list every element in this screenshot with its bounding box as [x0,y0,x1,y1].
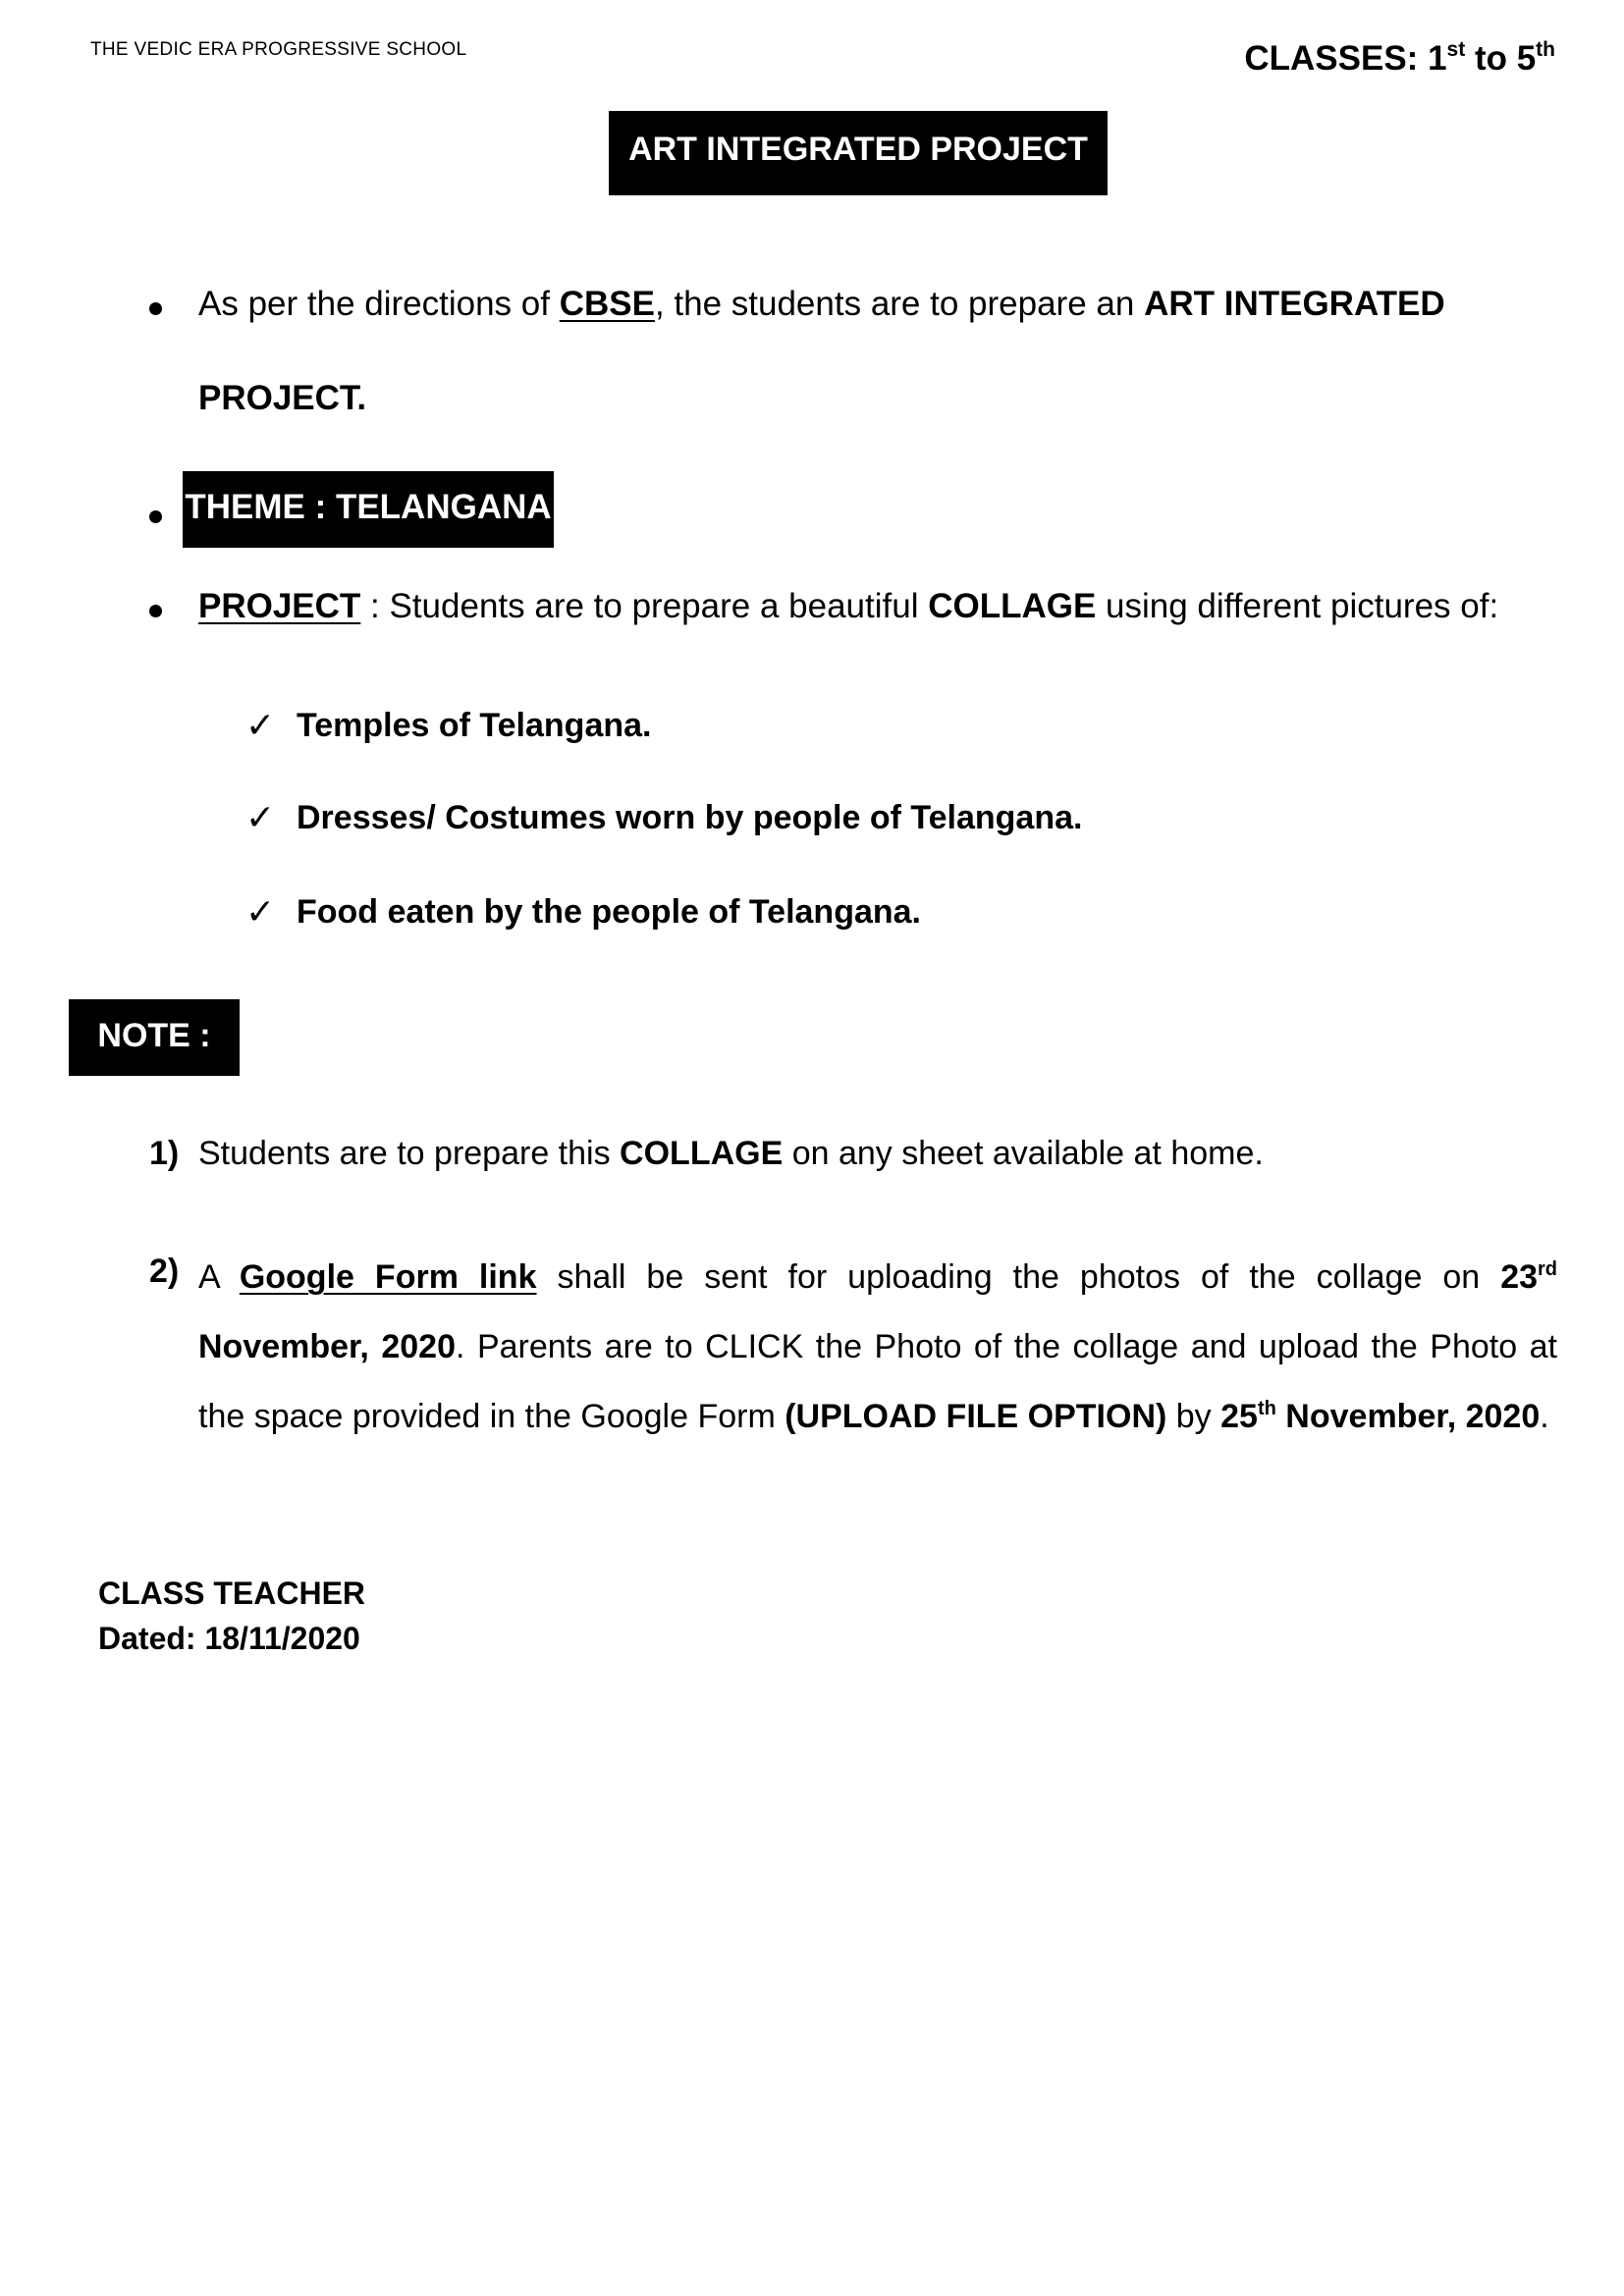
text-run: A [198,1258,240,1296]
bullet-dot [149,605,162,617]
google-form-link[interactable]: Google Form link [239,1258,537,1296]
checkmark-icon: ✓ [245,797,276,837]
date-suffix: rd [1538,1258,1558,1280]
classes-range [1244,39,1555,79]
note-item-1 [198,1135,1264,1173]
collage-text: COLLAGE [620,1135,784,1172]
dated-label: Dated: 18/11/2020 [98,1621,360,1656]
text-run: on any sheet available at home. [783,1135,1264,1172]
note-number-2: 2) [149,1253,180,1290]
bullet-cbse-continuation: PROJECT. [198,379,367,417]
text-run: by [1166,1398,1221,1435]
text-run: As per the directions of [198,285,560,323]
text-run: Students are to prepare this [198,1135,621,1172]
text-run: 25 [1220,1398,1258,1435]
signature-block [98,1571,365,1661]
art-integrated-text: ART INTEGRATED [1144,285,1445,323]
school-name: THE VEDIC ERA PROGRESSIVE SCHOOL [90,39,467,60]
checkmark-icon: ✓ [245,891,276,932]
text-run: : Students are to prepare a beautiful [360,587,929,625]
checklist-item-food: Food eaten by the people of Telangana. [297,893,921,931]
checkmark-icon: ✓ [245,705,276,745]
upload-file-option: (UPLOAD FILE OPTION) [785,1398,1167,1435]
note-item-2 [198,1243,1557,1452]
deadline-date [1220,1398,1540,1435]
bullet-dot [149,302,162,315]
note-number-1: 1) [149,1135,180,1172]
bullet-project [198,587,1498,626]
classes-sup-last: th [1536,38,1555,61]
checklist-item-dresses: Dresses/ Costumes worn by people of Telangana. [297,799,1083,836]
classes-mid: to 5 [1465,39,1537,78]
signatory-label: CLASS TEACHER [98,1575,366,1611]
text-run: November, 2020 [1275,1398,1541,1435]
text-run: . [1540,1398,1549,1435]
classes-sup-first: st [1446,38,1466,61]
page-title: ART INTEGRATED PROJECT [609,111,1108,195]
note-label: NOTE : [69,999,240,1076]
classes-prefix: CLASSES: 1 [1244,39,1447,78]
cbse-text: CBSE [559,285,655,323]
text-run: November, 2020 [198,1328,456,1365]
project-label: PROJECT [198,587,361,625]
text-run: using different pictures of: [1096,587,1499,625]
collage-text: COLLAGE [928,587,1097,625]
text-run: , the students are to prepare an [654,285,1145,323]
bullet-cbse-directions [198,285,1445,324]
text-run: shall be sent for uploading the photos of the collage on [536,1258,1501,1296]
theme-badge: THEME : TELANGANA [183,471,554,548]
bullet-dot [149,510,162,523]
checklist-item-temples: Temples of Telangana. [297,707,652,744]
text-run: . Parents are to CLICK the Photo of the collage and upload the Photo at the space provided in the Google Form [198,1328,1557,1435]
date-suffix: th [1257,1398,1276,1419]
text-run: 23 [1500,1258,1539,1296]
